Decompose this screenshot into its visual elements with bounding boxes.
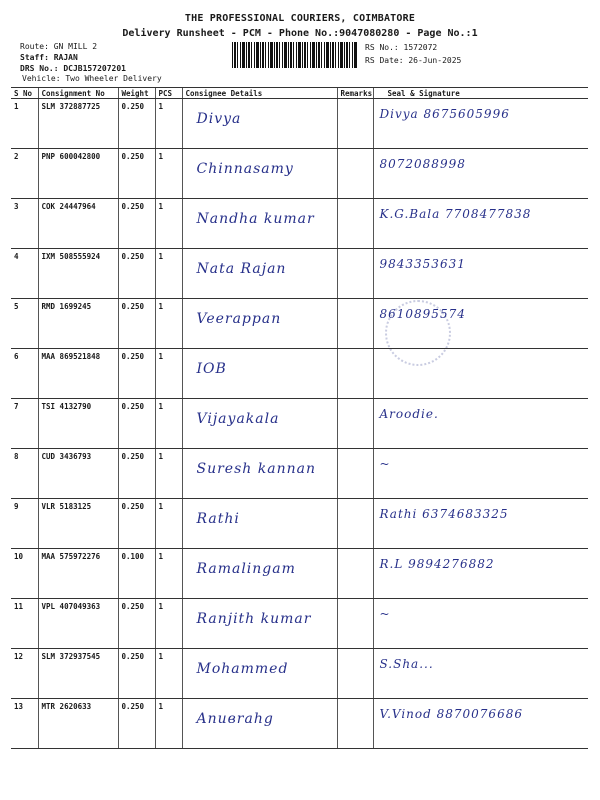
remarks	[337, 149, 373, 199]
row-sno: 12	[11, 649, 38, 699]
consignee-name: Anuвrahg	[182, 699, 337, 749]
weight: 0.250	[118, 399, 155, 449]
weight: 0.250	[118, 699, 155, 749]
signature: ~	[373, 449, 588, 499]
remarks	[337, 599, 373, 649]
consignment-no: VPL 407049363	[38, 599, 118, 649]
remarks	[337, 699, 373, 749]
company-title: THE PROFESSIONAL COURIERS, COIMBATORE	[184, 13, 416, 24]
signature: S.Sha...	[373, 649, 588, 699]
consignment-no: COK 24447964	[38, 199, 118, 249]
consignee-name: Ramalingam	[182, 549, 337, 599]
row-sno: 3	[11, 199, 38, 249]
table-row	[11, 299, 588, 349]
consignee-name: Nata Rajan	[182, 249, 337, 299]
consignee-name: Suresh kannan	[182, 449, 337, 499]
rs-date: RS Date: 26-Jun-2025	[365, 56, 462, 65]
pcs: 1	[155, 649, 182, 699]
pcs: 1	[155, 199, 182, 249]
consignee-name: IOB	[182, 349, 337, 399]
signature: Rathi 6374683325	[373, 499, 588, 549]
remarks	[337, 249, 373, 299]
consignment-no: RMD 1699245	[38, 299, 118, 349]
consignee-name: Vijayakala	[182, 399, 337, 449]
weight: 0.250	[118, 149, 155, 199]
table-row	[11, 549, 588, 599]
drs-label: DRS No.: DCJB157207201	[20, 64, 126, 73]
consignment-no: MTR 2620633	[38, 699, 118, 749]
signature: Divya 8675605996	[373, 99, 588, 149]
runsheet-subtitle: Delivery Runsheet - PCM - Phone No.:9047080280 - Page No.:1	[122, 28, 478, 39]
remarks	[337, 449, 373, 499]
table-row	[11, 399, 588, 449]
consignment-no: PNP 600042800	[38, 149, 118, 199]
pcs: 1	[155, 349, 182, 399]
barcode	[232, 42, 358, 68]
pcs: 1	[155, 299, 182, 349]
signature: 9843353631	[373, 249, 588, 299]
consignment-no: SLM 372937545	[38, 649, 118, 699]
weight: 0.250	[118, 249, 155, 299]
row-sno: 11	[11, 599, 38, 649]
signature: 8610895574	[373, 299, 588, 349]
consignee-name: Ranjith kumar	[182, 599, 337, 649]
weight: 0.250	[118, 449, 155, 499]
col-weight: Weight	[118, 88, 155, 99]
table-row	[11, 499, 588, 549]
consignment-no: VLR 5183125	[38, 499, 118, 549]
weight: 0.250	[118, 499, 155, 549]
weight: 0.100	[118, 549, 155, 599]
table-row	[11, 699, 588, 749]
remarks	[337, 99, 373, 149]
table-row	[11, 249, 588, 299]
row-sno: 7	[11, 399, 38, 449]
consignee-name: Veerappan	[182, 299, 337, 349]
signature: ~	[373, 599, 588, 649]
remarks	[337, 399, 373, 449]
consignee-name: Rathi	[182, 499, 337, 549]
row-sno: 4	[11, 249, 38, 299]
pcs: 1	[155, 549, 182, 599]
signature: R.L 9894276882	[373, 549, 588, 599]
remarks	[337, 199, 373, 249]
table-row	[11, 349, 588, 399]
consignment-no: TSI 4132790	[38, 399, 118, 449]
table-row	[11, 149, 588, 199]
table-row	[11, 649, 588, 699]
row-sno: 9	[11, 499, 38, 549]
row-sno: 6	[11, 349, 38, 399]
consignee-name: Mohammed	[182, 649, 337, 699]
consignee-name: Divya	[182, 99, 337, 149]
row-sno: 1	[11, 99, 38, 149]
table-row	[11, 99, 588, 149]
row-sno: 13	[11, 699, 38, 749]
consignment-no: SLM 372887725	[38, 99, 118, 149]
col-pcs: PCS	[155, 88, 182, 99]
col-remarks: Remarks	[337, 88, 373, 99]
pcs: 1	[155, 149, 182, 199]
signature: V.Vinod 8870076686	[373, 699, 588, 749]
col-consignee: Consignee Details	[182, 88, 337, 99]
consignment-no: CUD 3436793	[38, 449, 118, 499]
row-sno: 8	[11, 449, 38, 499]
pcs: 1	[155, 399, 182, 449]
pcs: 1	[155, 499, 182, 549]
weight: 0.250	[118, 349, 155, 399]
signature: K.G.Bala 7708477838	[373, 199, 588, 249]
pcs: 1	[155, 599, 182, 649]
runsheet-table	[11, 87, 588, 749]
remarks	[337, 499, 373, 549]
pcs: 1	[155, 99, 182, 149]
remarks	[337, 299, 373, 349]
signature: Aroodie.	[373, 399, 588, 449]
weight: 0.250	[118, 99, 155, 149]
pcs: 1	[155, 249, 182, 299]
remarks	[337, 549, 373, 599]
pcs: 1	[155, 699, 182, 749]
weight: 0.250	[118, 649, 155, 699]
row-sno: 2	[11, 149, 38, 199]
table-row	[11, 599, 588, 649]
weight: 0.250	[118, 199, 155, 249]
col-consignment: Consignment No	[38, 88, 118, 99]
rs-number: RS No.: 1572072	[365, 43, 438, 52]
pcs: 1	[155, 449, 182, 499]
row-sno: 10	[11, 549, 38, 599]
consignee-name: Nandha kumar	[182, 199, 337, 249]
consignment-no: MAA 575972276	[38, 549, 118, 599]
table-row	[11, 199, 588, 249]
signature	[373, 349, 588, 399]
weight: 0.250	[118, 299, 155, 349]
row-sno: 5	[11, 299, 38, 349]
route-label: Route: GN MILL 2	[20, 42, 98, 51]
vehicle-label: Vehicle: Two Wheeler Delivery	[22, 74, 162, 83]
consignment-no: IXM 508555924	[38, 249, 118, 299]
table-header-row	[11, 88, 588, 99]
remarks	[337, 649, 373, 699]
signature: 8072088998	[373, 149, 588, 199]
table-row	[11, 449, 588, 499]
staff-label: Staff: RAJAN	[20, 53, 78, 62]
weight: 0.250	[118, 599, 155, 649]
col-sno: S No	[11, 88, 38, 99]
remarks	[337, 349, 373, 399]
consignment-no: MAA 869521848	[38, 349, 118, 399]
col-signature: Seal & Signature	[373, 88, 588, 99]
consignee-name: Chinnasamy	[182, 149, 337, 199]
